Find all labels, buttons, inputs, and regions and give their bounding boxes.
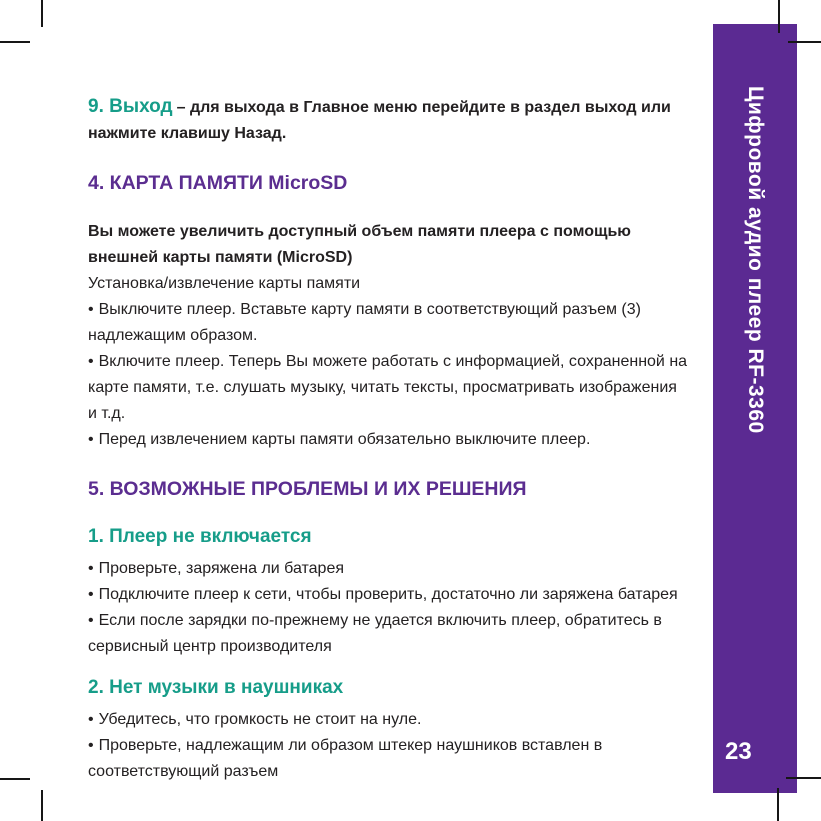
bullet-marker: • <box>88 301 94 318</box>
crop-mark-top-left-horizontal <box>0 41 30 43</box>
bullet-text: Проверьте, надлежащим ли образом штекер наушников вставлен в соответствующий разъем <box>88 737 603 780</box>
crop-mark-top-left-vertical <box>41 0 43 27</box>
crop-mark-bottom-right-horizontal <box>786 777 821 779</box>
crop-mark-top-right-horizontal <box>788 41 821 43</box>
bullet-text: Включите плеер. Теперь Вы можете работать с информацией, сохраненной на карте памяти, т.е. слушать музыку, читать тексты, просматривать изображения и т.д. <box>88 353 688 422</box>
section-heading: 4. КАРТА ПАМЯТИ MicroSD <box>88 172 348 194</box>
side-tab <box>713 24 797 793</box>
bullet-text: Подключите плеер к сети, чтобы проверить, достаточно ли заряжена батарея <box>98 586 678 603</box>
paragraph-bold: Вы можете увеличить доступный объем памяти плеера с помощью внешней карты памяти (MicroSD) <box>88 223 631 266</box>
crop-mark-bottom-left-horizontal <box>0 778 30 780</box>
bullet-item <box>88 297 690 349</box>
bullet-item <box>88 427 690 453</box>
bullet-marker: • <box>88 711 94 728</box>
lead-accent-heading: 9. Выход <box>88 96 173 117</box>
bullet-item <box>88 582 690 608</box>
bullet-text: Если после зарядки по-прежнему не удается включить плеер, обратитесь в сервисный центр производителя <box>88 612 662 655</box>
lead-paragraph <box>88 94 690 147</box>
bullet-marker: • <box>88 612 94 629</box>
bullet-marker: • <box>88 737 94 754</box>
page-number: 23 <box>725 738 752 765</box>
bullet-marker: • <box>88 353 94 370</box>
bullet-item <box>88 556 690 582</box>
bullet-item <box>88 349 690 427</box>
subsection-heading: 1. Плеер не включается <box>88 526 312 547</box>
product-title-vertical: Цифровой аудио плеер RF-3360 <box>744 86 767 434</box>
manual-text-column <box>88 94 690 785</box>
crop-mark-bottom-right-vertical <box>777 788 779 821</box>
bullet-item <box>88 608 690 660</box>
bullet-text: Выключите плеер. Вставьте карту памяти в соответствующий разъем (3) надлежащим образом. <box>88 301 641 344</box>
bullet-marker: • <box>88 586 94 603</box>
paragraph: Установка/извлечение карты памяти <box>88 275 361 292</box>
crop-mark-bottom-left-vertical <box>41 790 43 821</box>
bullet-marker: • <box>88 560 94 577</box>
bullet-item <box>88 707 690 733</box>
lead-text: – для выхода в Главное меню перейдите в раздел выход или нажмите клавишу Назад. <box>88 99 671 142</box>
bullet-marker: • <box>88 431 94 448</box>
bullet-text: Перед извлечением карты памяти обязательно выключите плеер. <box>98 431 591 448</box>
subsection-heading: 2. Нет музыки в наушниках <box>88 677 344 698</box>
bullet-text: Проверьте, заряжена ли батарея <box>98 560 345 577</box>
bullet-item <box>88 733 690 785</box>
crop-mark-top-right-vertical <box>778 0 780 33</box>
section-heading: 5. ВОЗМОЖНЫЕ ПРОБЛЕМЫ И ИХ РЕШЕНИЯ <box>88 478 527 500</box>
bullet-text: Убедитесь, что громкость не стоит на нуле. <box>98 711 422 728</box>
